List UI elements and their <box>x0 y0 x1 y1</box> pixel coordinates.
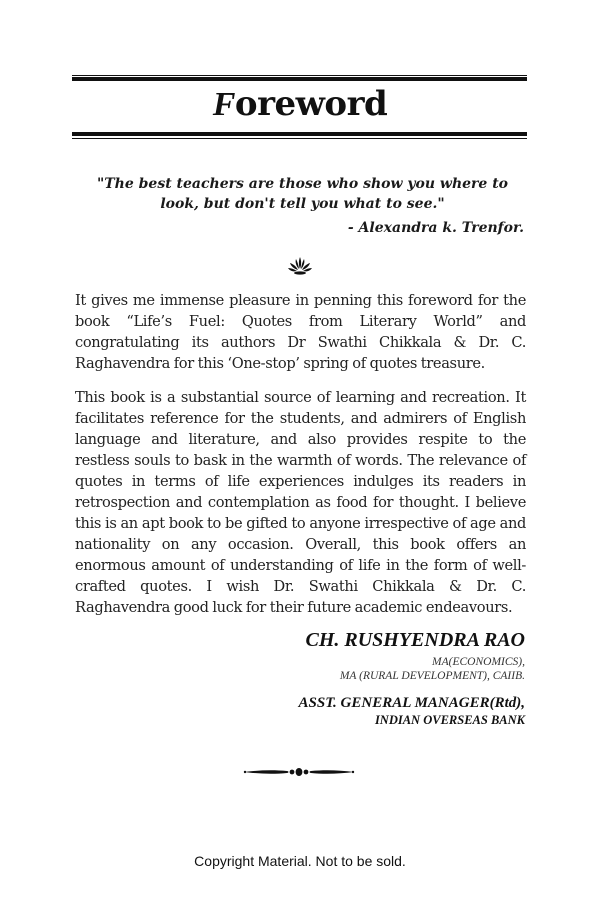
body-paragraph: It gives me immense pleasure in penning this foreword for the book “Life’s Fuel: Quotes from Literary World” and congratulating its authors Dr Swathi Chikkala & Dr. C. Raghavendra for this ‘One-stop’ spring of quotes treasure. <box>75 292 526 372</box>
title-initial: F <box>212 86 235 123</box>
title-bottom-thick-rule <box>72 132 527 136</box>
epigraph-attribution: - Alexandra k. Trenfor. <box>347 220 524 236</box>
title-bottom-thin-rule <box>72 138 527 139</box>
signatory-name: CH. RUSHYENDRA RAO <box>305 629 525 651</box>
signatory-position: ASST. GENERAL MANAGER(Rtd), <box>298 695 525 711</box>
copyright-notice: Copyright Material. Not to be sold. <box>194 853 406 869</box>
body-paragraph: This book is a substantial source of learning and recreation. It facilitates reference for the students, and admirers of English language and literature, and also provides respite to the restless souls to bask in the warmth of words. The relevance of quotes in terms of life experiences indulges its readers in retrospection and contemplation as food for thought. I believe this is an apt book to be gifted to anyone irrespective of age and nationality on any occasion. Overall, this book offers an enormous amount of understanding of life in the form of well-crafted quotes. I wish Dr. Swathi Chikkala & Dr. C. Raghavendra good luck for their future academic endeavours. <box>75 389 526 616</box>
flourish-divider-icon <box>243 766 355 778</box>
signatory-credentials <box>340 655 525 683</box>
epigraph-quote: "The best teachers are those who show you where to look, but don't tell you what to see." <box>96 176 509 212</box>
title-top-thick-rule <box>72 77 527 81</box>
title-top-thin-rule <box>72 75 527 76</box>
title-rest: oreword <box>234 84 388 124</box>
credential-line: MA (RURAL DEVELOPMENT), CAIIB. <box>339 670 525 682</box>
credential-line: MA(ECONOMICS), <box>432 656 525 668</box>
lotus-ornament-icon <box>287 256 313 276</box>
signatory-organization: INDIAN OVERSEAS BANK <box>374 713 525 727</box>
page-title <box>0 82 600 127</box>
